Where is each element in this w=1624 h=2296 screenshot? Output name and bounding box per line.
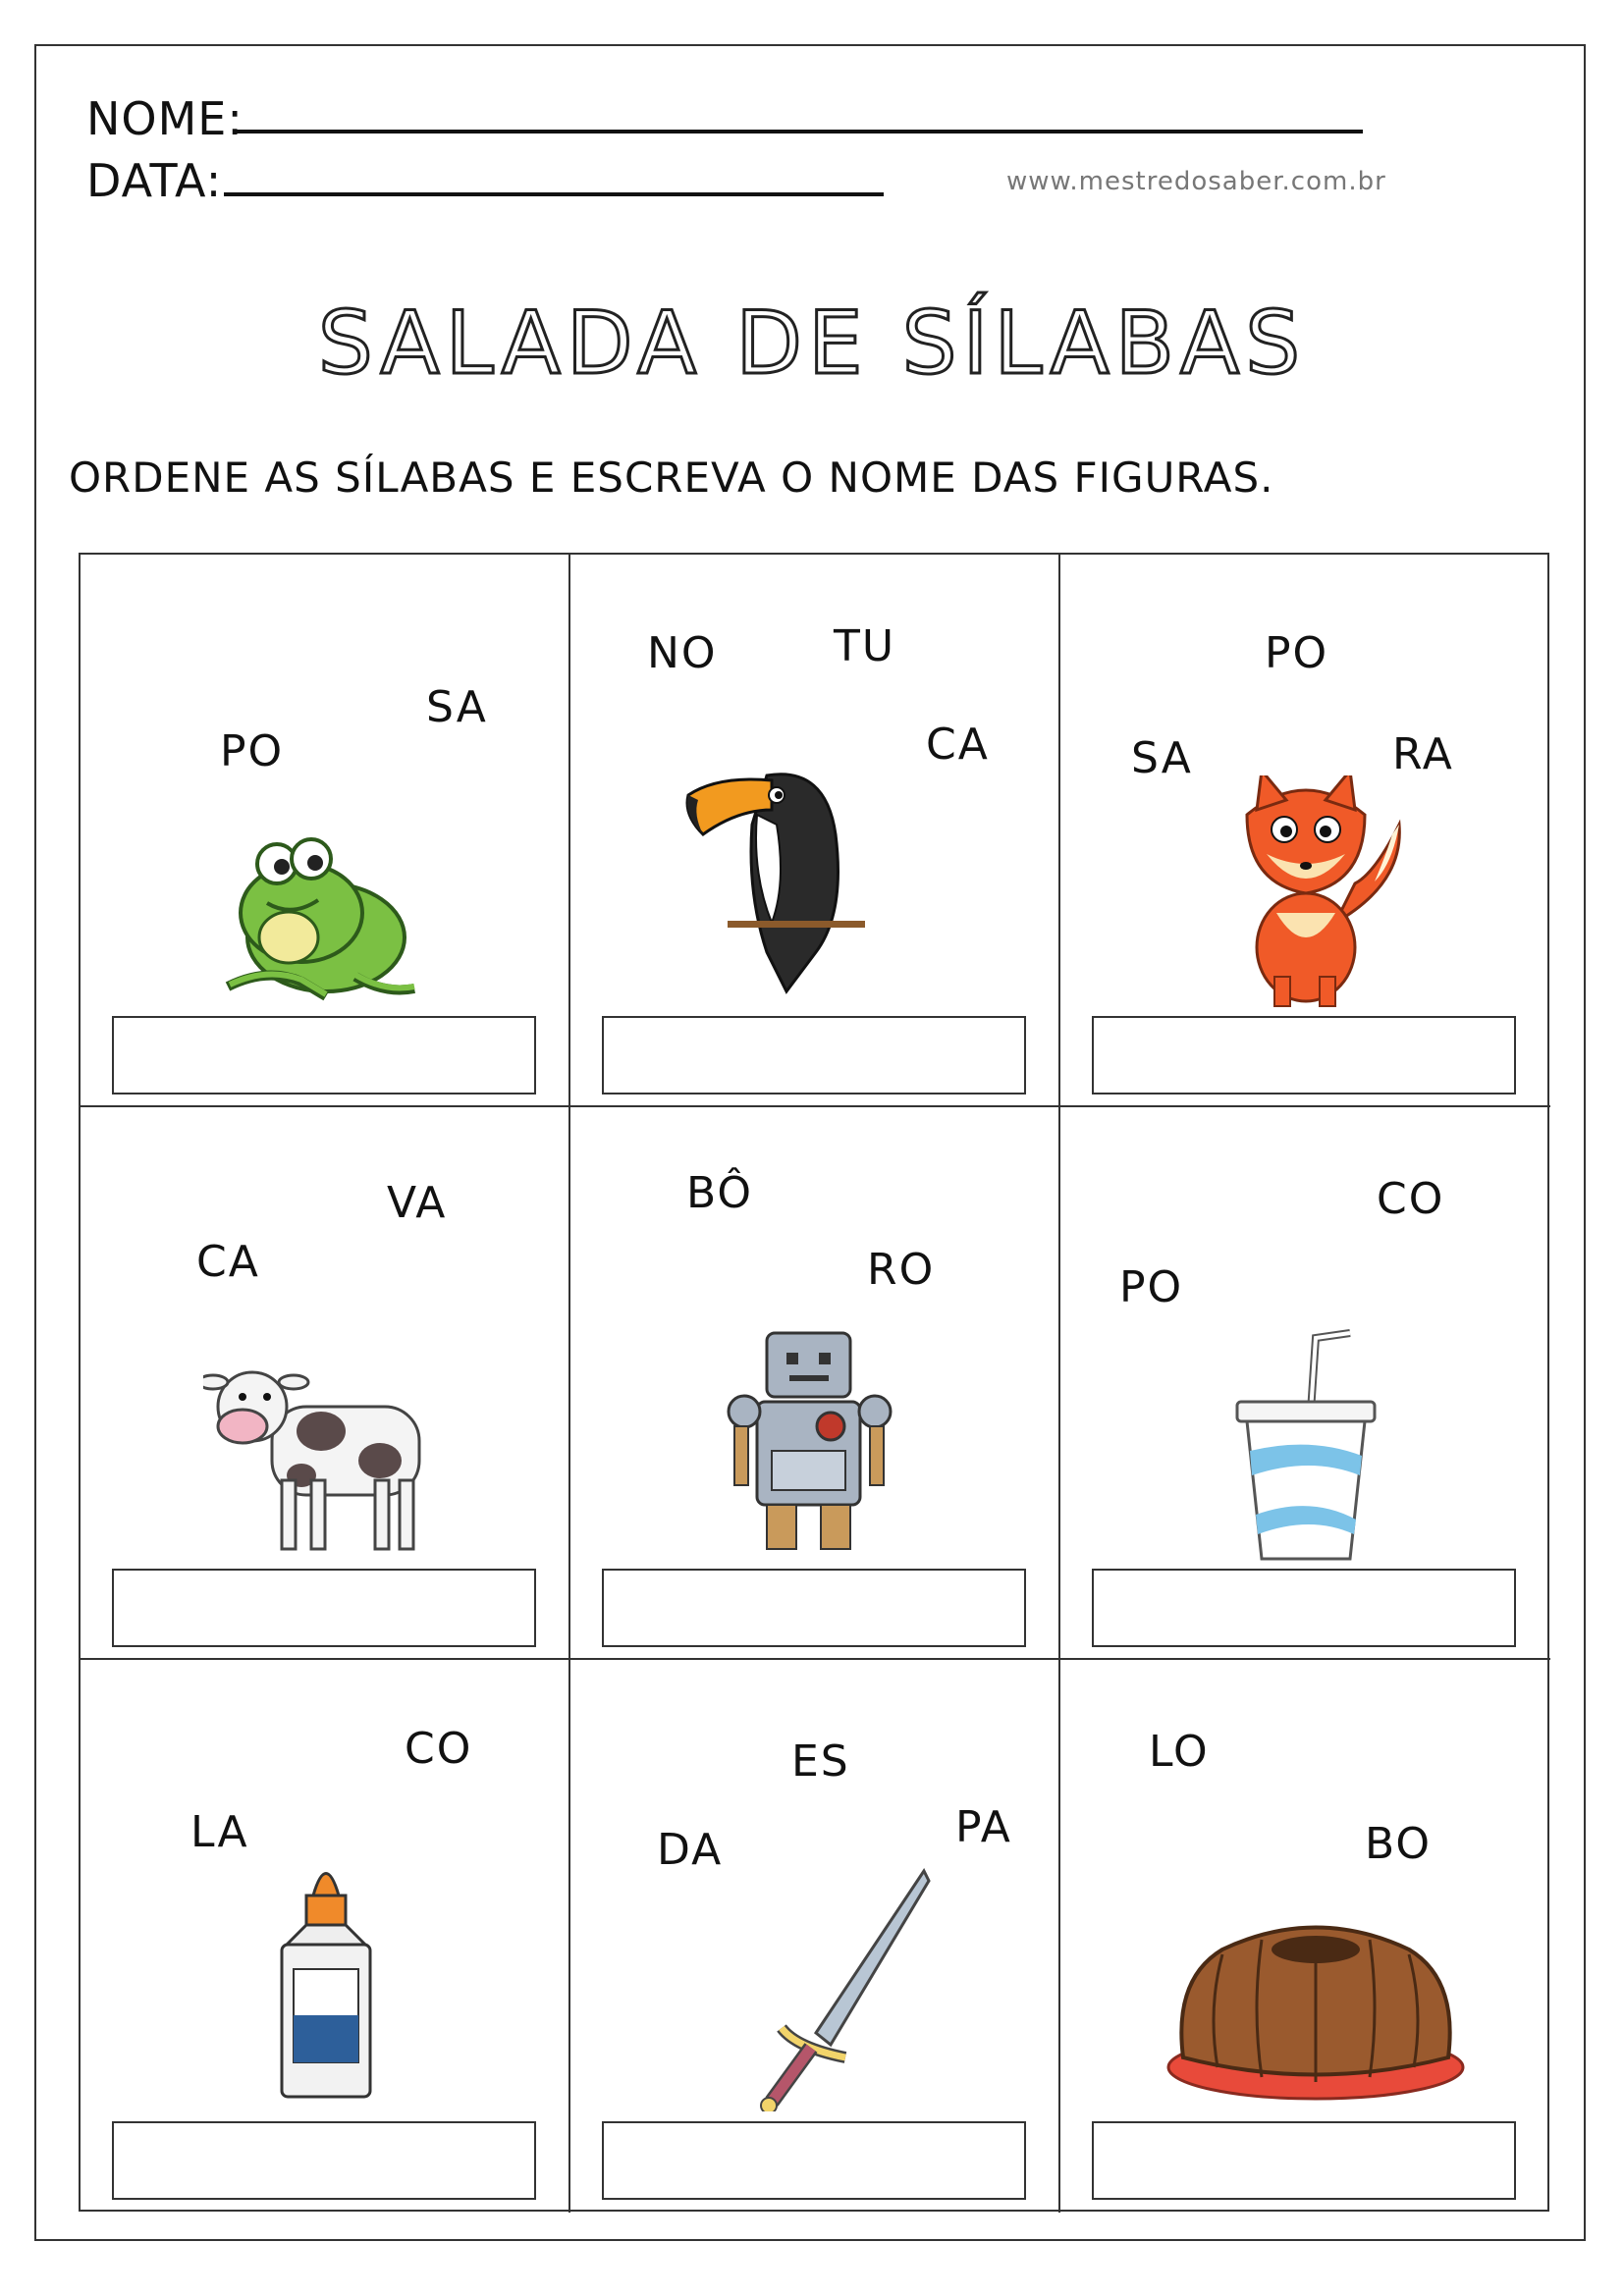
answer-box[interactable] <box>112 1016 536 1095</box>
exercise-cell <box>1060 555 1550 1107</box>
exercise-cell <box>1060 1660 1550 2213</box>
syllable: LA <box>190 1807 249 1857</box>
exercise-cell <box>570 1660 1060 2213</box>
cow-icon <box>203 1353 429 1559</box>
answer-box[interactable] <box>1092 1016 1516 1095</box>
syllable: CA <box>196 1237 260 1287</box>
syllable: PO <box>1119 1262 1184 1312</box>
name-label: NOME: <box>86 92 244 145</box>
syllable: CO <box>405 1724 473 1774</box>
syllable: SA <box>426 682 488 732</box>
syllable: LO <box>1149 1727 1210 1777</box>
frog-icon <box>208 820 434 1011</box>
syllable: ES <box>791 1736 850 1787</box>
exercise-cell <box>570 1107 1060 1660</box>
answer-box[interactable] <box>602 2121 1026 2200</box>
answer-box[interactable] <box>112 1569 536 1647</box>
syllable: DA <box>657 1825 724 1875</box>
exercise-cell <box>81 1660 570 2213</box>
fox-icon <box>1218 775 1414 1011</box>
exercise-cell <box>570 555 1060 1107</box>
syllable: RA <box>1392 729 1454 779</box>
syllable: PO <box>220 726 285 776</box>
syllable: TU <box>834 621 896 671</box>
syllable: VA <box>387 1178 448 1228</box>
answer-box[interactable] <box>112 2121 536 2200</box>
website-text: www.mestredosaber.com.br <box>1006 167 1386 196</box>
robot-icon <box>723 1328 899 1559</box>
answer-box[interactable] <box>602 1016 1026 1095</box>
instruction-text: ORDENE AS SÍLABAS E ESCREVA O NOME DAS FIGURAS. <box>69 454 1274 502</box>
glue-icon <box>272 1856 380 2102</box>
syllable: BÔ <box>686 1168 754 1218</box>
exercise-cell <box>81 1107 570 1660</box>
sword-icon <box>757 1866 934 2111</box>
syllable: RO <box>867 1245 936 1295</box>
exercise-cell <box>1060 1107 1550 1660</box>
syllable: CA <box>926 720 990 770</box>
answer-box[interactable] <box>602 1569 1026 1647</box>
date-label: DATA: <box>86 154 223 207</box>
exercise-cell <box>81 555 570 1107</box>
cake-icon <box>1164 1920 1468 2107</box>
cup-icon <box>1232 1328 1380 1564</box>
syllable: PA <box>955 1802 1012 1852</box>
page-title: SALADA DE SÍLABAS <box>317 293 1307 394</box>
toucan-icon <box>678 756 875 1001</box>
date-field[interactable] <box>224 192 884 196</box>
exercise-grid <box>79 553 1549 2212</box>
syllable: SA <box>1131 733 1193 783</box>
syllable: NO <box>647 628 718 678</box>
name-field[interactable] <box>236 130 1363 133</box>
syllable: BO <box>1365 1819 1433 1869</box>
syllable: PO <box>1265 628 1329 678</box>
answer-box[interactable] <box>1092 2121 1516 2200</box>
answer-box[interactable] <box>1092 1569 1516 1647</box>
syllable: CO <box>1377 1174 1445 1224</box>
